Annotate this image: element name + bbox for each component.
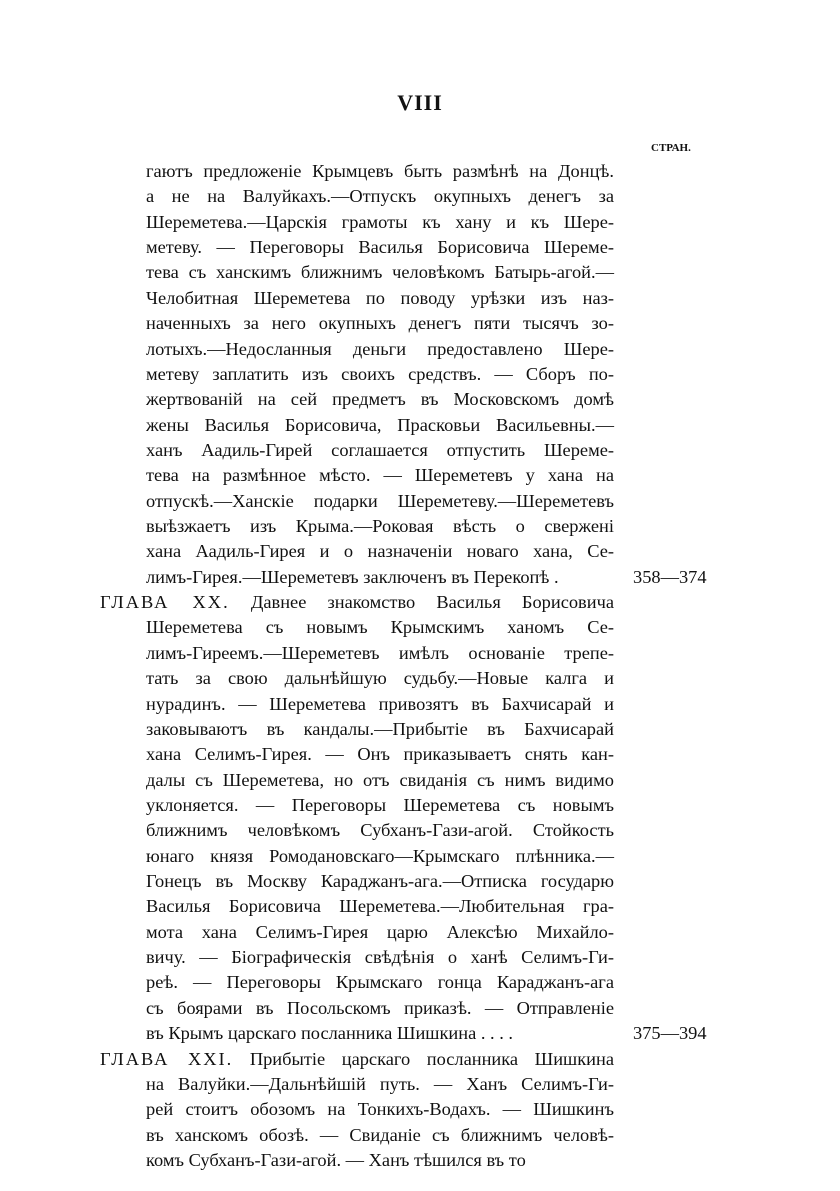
toc-line: ближнимъ человѣкомъ Субханъ-Гази-агой. Стойкость (146, 820, 614, 841)
toc-line: заковываютъ въ кандалы.—Прибытіе въ Бахчисарай (146, 718, 614, 739)
toc-line: Шереметева.—Царскія грамоты къ хану и къ Шере- (146, 211, 614, 232)
toc-line: гаютъ предложеніе Крымцевъ быть размѣнѣ на Донцѣ. (146, 161, 614, 181)
toc-line: въ ханскомъ обозѣ. — Свиданіе съ ближнимъ человѣ- (146, 1124, 614, 1145)
toc-line: Василья Борисовича Шереметева.—Любительная гра- (146, 896, 614, 917)
chapter-first-line: Прибытіе царскаго посланника Шишкина (233, 1048, 614, 1069)
chapter-label: ГЛАВА XXI. (100, 1048, 234, 1069)
toc-line: отпускѣ.—Ханскіе подарки Шереметеву.—Шереметевъ (146, 490, 614, 511)
toc-line: метеву. — Переговоры Василья Борисовича Шереме- (146, 237, 614, 258)
toc-line: комъ Субханъ-Гази-агой. — Ханъ тѣшился въ то (146, 1150, 526, 1170)
chapter-heading-line (100, 591, 614, 613)
toc-line: на Валуйки.—Дальнѣйшій путь. — Ханъ Селимъ-Ги- (146, 1073, 614, 1094)
toc-line: реѣ. — Переговоры Крымскаго гонца Караджанъ-ага (146, 972, 614, 993)
toc-line: тать за свою дальнѣйшую судьбу.—Новые калга и (146, 668, 614, 689)
toc-line: а не на Валуйкахъ.—Отпускъ окупныхъ денегъ за (146, 186, 614, 207)
toc-line: рей стоитъ обозомъ на Тонкихъ-Водахъ. — Шишкинъ (146, 1099, 614, 1120)
toc-line: хана Селимъ-Гирея. — Онъ приказываетъ снять кан- (146, 744, 614, 765)
toc-line: наченныхъ за него окупныхъ денегъ пяти тысячъ зо- (146, 313, 614, 334)
toc-line: лимъ-Гирея.—Шереметевъ заключенъ въ Перекопѣ . (146, 566, 559, 587)
toc-line: въ Крымъ царскаго посланника Шишкина . . . . (146, 1023, 514, 1044)
page-range: 358—374 (633, 566, 707, 587)
page-number: VIII (397, 90, 443, 115)
toc-line: мота хана Селимъ-Гирея царю Алексѣю Михайло- (146, 921, 614, 942)
toc-line: тева съ ханскимъ ближнимъ человѣкомъ Батырь-агой.— (146, 262, 614, 283)
toc-line: метеву заплатить изъ своихъ средствъ. — Сборъ по- (146, 363, 614, 384)
toc-line: лимъ-Гиреемъ.—Шереметевъ имѣлъ основаніе трепе- (146, 642, 614, 663)
toc-line: далы съ Шереметева, но отъ свиданія съ нимъ видимо (146, 769, 614, 790)
toc-line: Гонецъ въ Москву Караджанъ-ага.—Отписка государю (146, 871, 614, 892)
toc-line: съ боярами въ Посольскомъ приказѣ. — Отправленіе (146, 997, 614, 1018)
toc-line: юнаго князя Ромодановскаго—Крымскаго плѣнника.— (146, 845, 614, 866)
toc-line: жертвованій на сей предметъ въ Московскомъ домѣ (146, 389, 614, 410)
toc-line: ханъ Аадиль-Гирей соглашается отпустить Шереме- (146, 439, 614, 460)
page-range: 375—394 (633, 1023, 707, 1044)
toc-line: хана Аадиль-Гирея и о назначеніи новаго хана, Се- (146, 541, 614, 562)
chapter-heading-line (100, 1048, 614, 1070)
toc-line: Шереметева съ новымъ Крымскимъ ханомъ Се- (146, 617, 614, 638)
chapter-first-line: Давнее знакомство Василья Борисовича (250, 592, 614, 613)
toc-line: лотыхъ.—Недосланныя деньги предоставлено Шере- (146, 338, 614, 359)
toc-line: вичу. — Біографическія свѣдѣнія о ханѣ Селимъ-Ги- (146, 947, 614, 968)
toc-line: Челобитная Шереметева по поводу урѣзки изъ наз- (146, 287, 614, 308)
chapter-label: ГЛАВА XX. (100, 592, 230, 613)
pages-column-header: СТРАН. (651, 142, 691, 154)
toc-line: жены Василья Борисовича, Прасковьи Васильевны.— (146, 414, 614, 435)
toc-line: выѣзжаетъ изъ Крыма.—Роковая вѣсть о свержені (146, 516, 614, 537)
toc-line: уклоняется. — Переговоры Шереметева съ новымъ (146, 794, 614, 815)
toc-line: тева на размѣнное мѣсто. — Шереметевъ у хана на (146, 465, 614, 486)
toc-line: нурадинъ. — Шереметева привозятъ въ Бахчисарай и (146, 693, 614, 714)
